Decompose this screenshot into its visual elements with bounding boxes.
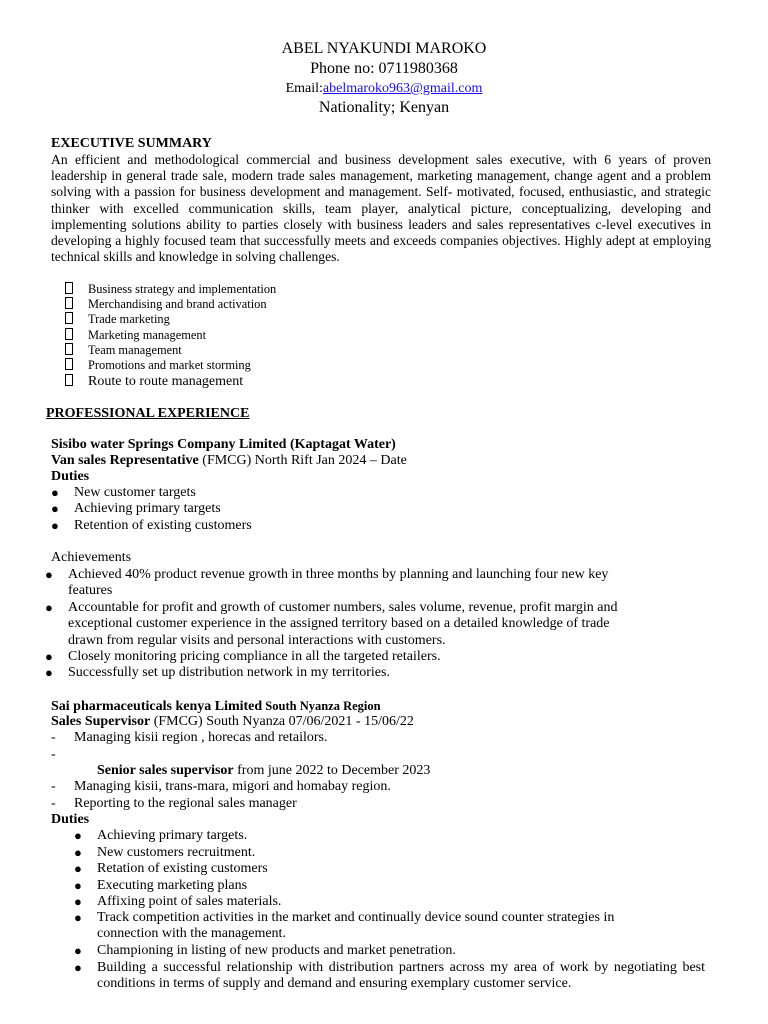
- email-line: [0, 81, 768, 97]
- job2-company-line: [51, 698, 381, 715]
- bullet-icon: ●: [74, 943, 82, 958]
- bullet-icon: ●: [74, 828, 82, 843]
- bullet-icon: ●: [74, 910, 82, 925]
- checkbox-glyph-icon: [65, 374, 73, 386]
- nationality: Nationality; Kenyan: [318, 99, 450, 116]
- dash-marker: -: [51, 730, 56, 745]
- list-item: - Managing kisii region , horecas and retailors.: [51, 730, 328, 745]
- skill-item: Route to route management: [65, 373, 276, 391]
- bullet-icon: ●: [45, 665, 53, 680]
- email-label: Email:: [285, 81, 323, 96]
- job1-role-detail: (FMCG) North Rift Jan 2024 – Date: [198, 453, 407, 468]
- bullet-icon: ●: [51, 501, 59, 516]
- checkbox-glyph-icon: [65, 297, 73, 309]
- bullet-icon: ●: [45, 649, 53, 664]
- resume-page: ABEL NYAKUNDI MAROKO Phone no: 0711980368 Email:abelmaroko963@gmail.com Nationality; Kenyan EXECUTIVE SUMMARY An efficient and methodological commercial and business development sales executive, with 6 years of proven leadership in general trade sale, modern trade sales management, marketing management, change agent and a problem solving with a passion for business development and management. Self- motivated, focused, enthusiastic, and strategic thinker with excelled communication skills, team player, analytical picture, conceptualizing, developing and implementing solutions ability to parties closely with business leaders and sales representatives c-level executives in developing a highly focused team that successfully meets and exceeds companies objectives. Highly adept at employing technical skills and knowledge in solving challenges. Business strategy and implementation Merchandising and brand activation Trade marketing Marketing management Team management Promotions and market storming Route to route management PROFESSIONAL EXPERIENCE Sisibo water Springs Company Limited (Kaptagat Water) Van sales Representative (FMCG) North Rift Jan 2024 – Date Duties ● New customer targets ● Achieving primary targets ● Retention of existing customers Achievements ● Achieved 40% product revenue growth in three months by planning and launching four new key features ● Accountable for profit and growth of customer numbers, sales volume, revenue, profit margin and exceptional customer experience in the assigned territory based on a detailed knowledge of trade drawn from regular visits and personal interactions with customers. ● Closely monitoring pricing compliance in all the targeted retailers. ● Successfully set up distribution network in my territories. Sai pharmaceuticals kenya Limited South Nyanza Region Sales Supervisor (FMCG) South Nyanza 07/06/2021 - 15/06/22 - Managing kisii region , horecas and retailors. - Senior sales supervisor from june 2022 to December 2023 - Managing kisii, trans-mara, migori and homabay region. - Reporting to the regional sales manager Duties ● Achieving primary targets. ● New customers recruitment. ● Retation of existing customers ● Executing marketing plans ● Affixing point of sales materials. ● Track competition activities in the market and continually device sound counter strategies in connection with the management. ● Championing in listing of new products and market penetration. ● Building a successful relationship with distribution partners across my area of work by negotiating best conditions in terms of supply and demand and ensuring exemplary customer service.: [0, 0, 768, 1024]
- job1-role: Van sales Representative: [51, 453, 199, 468]
- job1-role-line: [51, 453, 407, 469]
- checkbox-glyph-icon: [65, 282, 73, 294]
- job1-company: Sisibo water Springs Company Limited (Kaptagat Water): [51, 437, 396, 452]
- checkbox-glyph-icon: [65, 343, 73, 355]
- job2-role-detail: (FMCG) South Nyanza 07/06/2021 - 15/06/22: [150, 714, 414, 729]
- list-item: [51, 747, 56, 763]
- candidate-name: ABEL NYAKUNDI MAROKO: [281, 40, 487, 57]
- dash-marker: -: [51, 779, 56, 794]
- checkbox-glyph-icon: [65, 328, 73, 340]
- bullet-icon: ●: [45, 567, 53, 582]
- email-link[interactable]: abelmaroko963@gmail.com: [322, 81, 483, 96]
- job2-role: Sales Supervisor: [51, 714, 151, 729]
- skills-list: [65, 282, 276, 391]
- job2-duties-label: Duties: [51, 812, 90, 827]
- bullet-icon: ●: [74, 960, 82, 975]
- dash-marker: -: [51, 747, 56, 762]
- bullet-icon: ●: [51, 485, 59, 500]
- checkbox-glyph-icon: [65, 312, 73, 324]
- bullet-icon: ●: [51, 518, 59, 533]
- list-item: - Reporting to the regional sales manager: [51, 796, 297, 811]
- bullet-icon: ●: [74, 845, 82, 860]
- executive-summary-title: EXECUTIVE SUMMARY: [51, 136, 212, 151]
- skill-item: Promotions and market storming: [65, 358, 276, 373]
- senior-role: Senior sales supervisor: [97, 763, 234, 778]
- bullet-icon: ●: [74, 878, 82, 893]
- checkbox-glyph-icon: [65, 358, 73, 370]
- skill-item: Trade marketing: [65, 312, 276, 327]
- skill-item: Merchandising and brand activation: [65, 297, 276, 312]
- phone-number: Phone no: 0711980368: [310, 60, 458, 77]
- professional-experience-title: PROFESSIONAL EXPERIENCE: [46, 406, 250, 421]
- list-item: - Managing kisii, trans-mara, migori and homabay region.: [51, 779, 391, 794]
- bullet-icon: ●: [74, 894, 82, 909]
- skill-item: Team management: [65, 343, 276, 358]
- job2-role-line: [51, 714, 414, 730]
- bullet-icon: ●: [74, 861, 82, 876]
- job2-region: South Nyanza Region: [262, 699, 381, 713]
- dash-marker: -: [51, 796, 56, 811]
- skill-item: Marketing management: [65, 328, 276, 343]
- senior-role-detail: from june 2022 to December 2023: [233, 763, 431, 778]
- job2-company: Sai pharmaceuticals kenya Limited: [51, 699, 263, 714]
- executive-summary-text: An efficient and methodological commercial and business development sales executive, with 6 years of proven leadership in general trade sale, modern trade sales management, marketing management, change agent and a problem solving with a passion for business development and management. Self- motivated, focused, enthusiastic, and strategic thinker with excelled communication skills, team player, analytical picture, conceptualizing, developing and implementing solutions ability to parties closely with business leaders and sales representatives c-level executives in developing a highly focused team that successfully meets and exceeds companies objectives. Highly adept at employing technical skills and knowledge in solving challenges.: [51, 152, 711, 265]
- job1-achievements-label: Achievements: [51, 550, 132, 565]
- senior-role-line: [97, 763, 430, 779]
- skill-item: Business strategy and implementation: [65, 282, 276, 297]
- bullet-icon: ●: [45, 600, 53, 615]
- job1-duties-label: Duties: [51, 469, 90, 484]
